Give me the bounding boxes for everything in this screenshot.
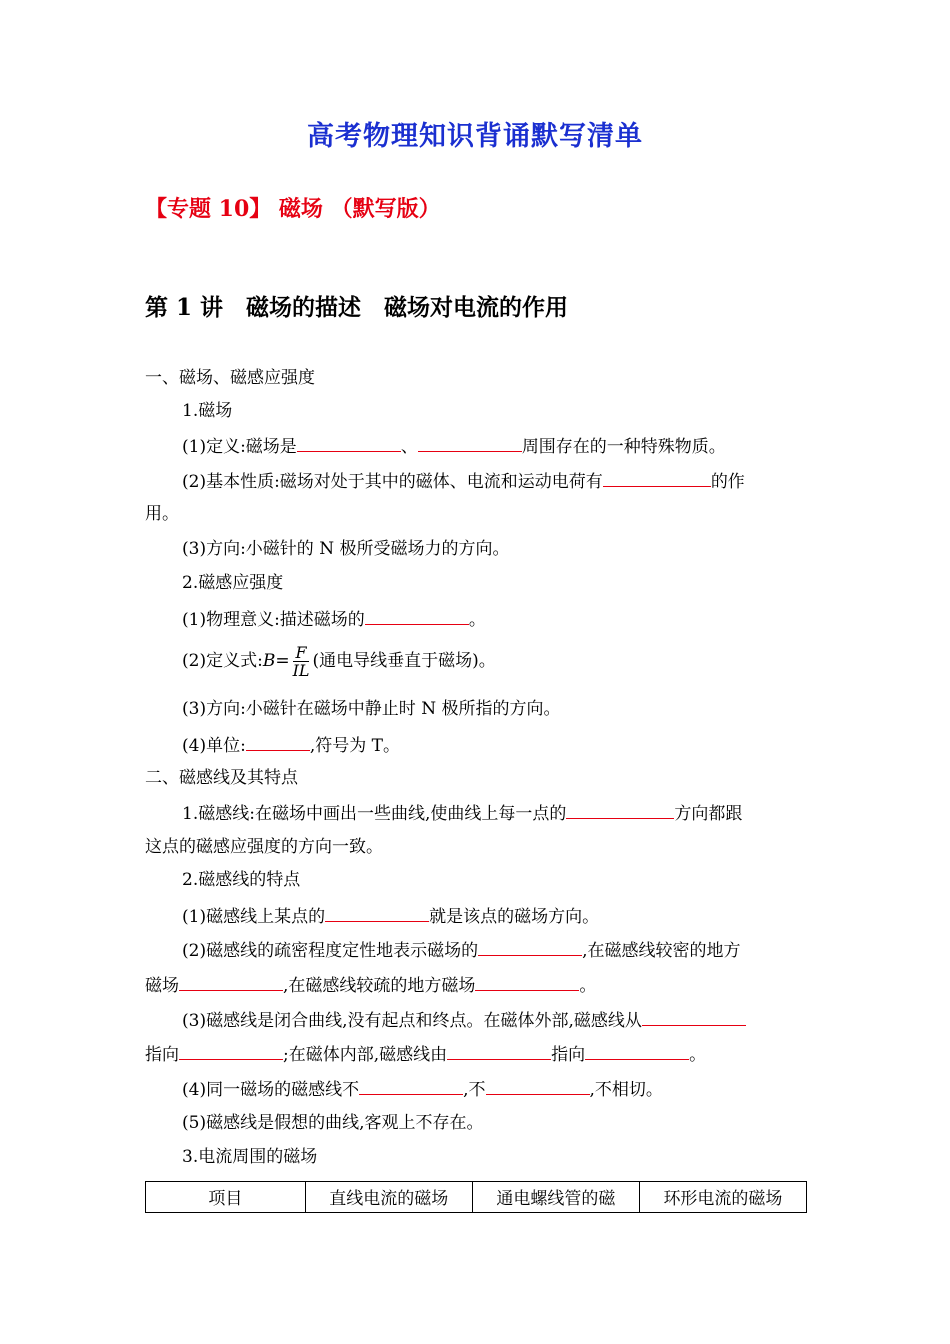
field-line-definition: 1.磁感线:在磁场中画出一些曲线,使曲线上每一点的 方向都跟 (182, 801, 742, 825)
sub-heading-current-field: 3.电流周围的磁场 (182, 1147, 318, 1167)
sub-heading-magnetic-field: 1.磁场 (182, 401, 233, 421)
table-header-row (146, 1182, 807, 1213)
field-line-definition-cont: 这点的磁感应强度的方向一致。 (145, 837, 383, 857)
feature-4: (4)同一磁场的磁感线不 ,不 ,不相切。 (182, 1077, 663, 1101)
feature-3: (3)磁感线是闭合曲线,没有起点和终点。在磁体外部,磁感线从 (182, 1008, 746, 1032)
fraction-formula: $\frac{F}{IL}$ (292, 643, 310, 680)
formula-line: (2)定义式:B= $\frac{F}{IL}$ (通电导线垂直于磁场)。 (182, 643, 496, 680)
definition-line: (1)定义:磁场是 、 周围存在的一种特殊物质。 (182, 434, 726, 458)
lecture-heading: 第 1 讲 磁场的描述 磁场对电流的作用 (145, 294, 569, 321)
property-line: (2)基本性质:磁场对处于其中的磁体、电流和运动电荷有 的作 (182, 469, 745, 493)
fill-blank[interactable] (297, 434, 401, 452)
section1-heading: 一、磁场、磁感应强度 (145, 368, 315, 388)
fill-blank[interactable] (566, 801, 674, 819)
direction-line: (3)方向:小磁针的 N 极所受磁场力的方向。 (182, 539, 510, 559)
section2-heading: 二、磁感线及其特点 (145, 768, 298, 788)
feature-3-cont: 指向 ;在磁体内部,磁感线由 指向 。 (145, 1042, 706, 1066)
fill-blank[interactable] (365, 607, 469, 625)
feature-5: (5)磁感线是假想的曲线,客观上不存在。 (182, 1113, 484, 1133)
fill-blank[interactable] (585, 1042, 689, 1060)
fill-blank[interactable] (603, 469, 711, 487)
table-header-cell: 环形电流的磁场 (639, 1182, 806, 1213)
feature-2: (2)磁感线的疏密程度定性地表示磁场的 ,在磁感线较密的地方 (182, 938, 741, 962)
current-field-table (145, 1181, 807, 1213)
physical-meaning-line: (1)物理意义:描述磁场的 。 (182, 607, 486, 631)
feature-1: (1)磁感线上某点的 就是该点的磁场方向。 (182, 904, 599, 928)
fill-blank[interactable] (246, 733, 310, 751)
fill-blank[interactable] (475, 973, 579, 991)
fill-blank[interactable] (359, 1077, 463, 1095)
table-header-cell: 项目 (146, 1182, 306, 1213)
property-line-cont: 用。 (145, 504, 179, 524)
unit-line: (4)单位: ,符号为 T。 (182, 733, 400, 757)
fill-blank[interactable] (325, 904, 429, 922)
document-title: 高考物理知识背诵默写清单 (307, 121, 643, 152)
sub-heading-induction: 2.磁感应强度 (182, 573, 284, 593)
table-header-cell: 通电螺线管的磁 (472, 1182, 639, 1213)
fill-blank[interactable] (486, 1077, 590, 1095)
fill-blank[interactable] (478, 938, 582, 956)
fill-blank[interactable] (418, 434, 522, 452)
fill-blank[interactable] (447, 1042, 551, 1060)
fill-blank[interactable] (179, 973, 283, 991)
fill-blank[interactable] (179, 1042, 283, 1060)
sub-heading-features: 2.磁感线的特点 (182, 870, 301, 890)
fill-blank[interactable] (642, 1008, 746, 1026)
direction-line-2: (3)方向:小磁针在磁场中静止时 N 极所指的方向。 (182, 699, 561, 719)
topic-heading: 【专题 10】 磁场 （默写版） (145, 196, 441, 222)
table-header-cell: 直线电流的磁场 (305, 1182, 472, 1213)
feature-2-cont: 磁场 ,在磁感线较疏的地方磁场 。 (145, 973, 596, 997)
